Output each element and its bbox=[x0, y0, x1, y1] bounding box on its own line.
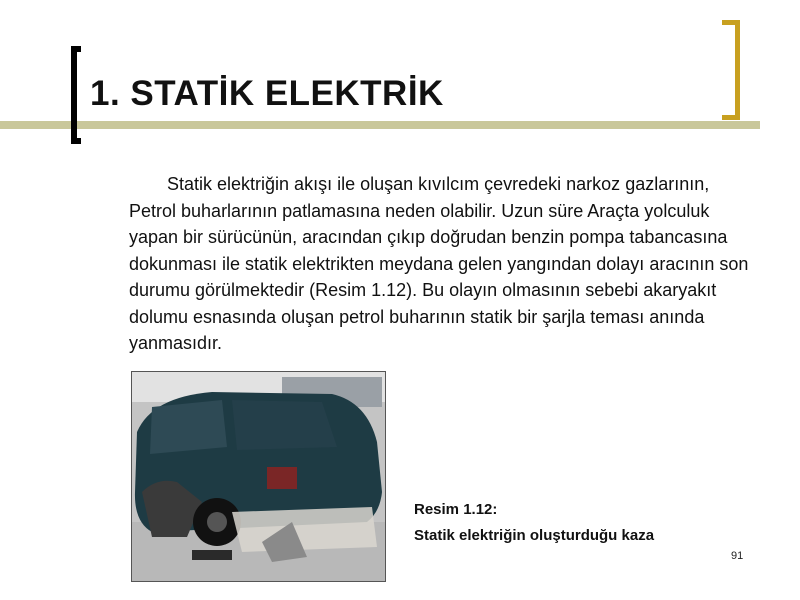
body-rest: gazlarının, Petrol buharlarının patlamasına neden olabilir. Uzun süre Araçta yolculuk yapan bir sürücünün, aracından çıkıp doğrudan benzin pompa tabancasına dokunması ile statik elektrikten meydana gelen yangından dolayı aracının son durumu görülmektedir (Resim 1.12). Bu olayın olmasının sebebi akaryakıt dolumu esnasında oluşan petrol buharının statik bir şarjla teması anında yanmasıdır. bbox=[129, 174, 749, 353]
title-rule bbox=[0, 121, 760, 129]
slide-title: 1. STATİK ELEKTRİK bbox=[90, 74, 444, 113]
caption-text: Statik elektriğin oluşturduğu kaza bbox=[414, 527, 655, 544]
car-illustration bbox=[132, 372, 386, 582]
caption-label: Resim 1.12: bbox=[414, 501, 498, 518]
photo-caption bbox=[414, 497, 654, 549]
body-paragraph bbox=[129, 171, 749, 357]
page-number: 91 bbox=[731, 550, 744, 562]
burned-car-photo bbox=[131, 371, 386, 582]
left-bracket-decoration bbox=[71, 46, 81, 144]
body-first-line: Statik elektriğin akışı ile oluşan kıvılcım çevredeki narkoz bbox=[167, 174, 621, 194]
right-bracket-decoration bbox=[722, 20, 740, 120]
